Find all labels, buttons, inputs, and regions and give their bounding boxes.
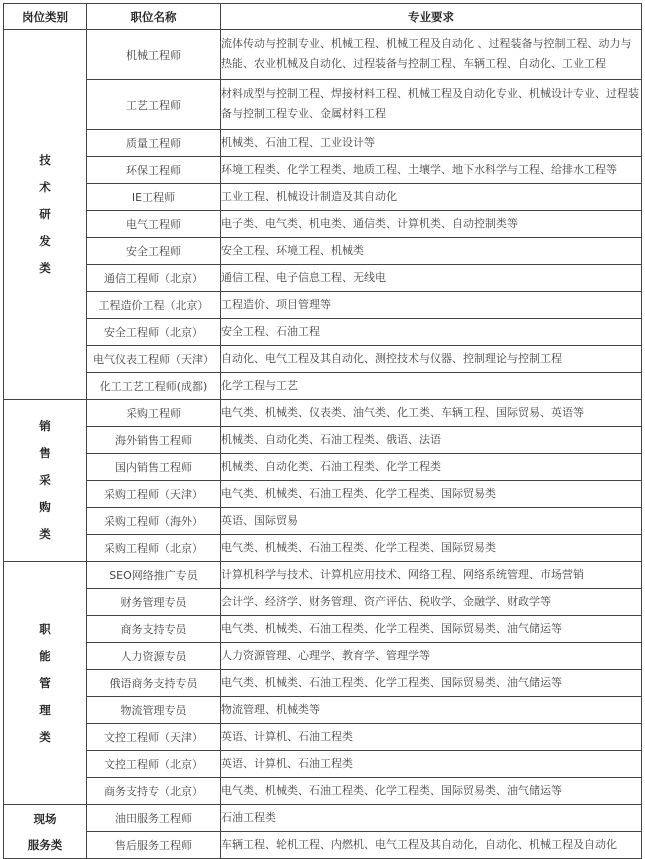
category-char: 技 — [39, 153, 51, 167]
table-row — [4, 184, 642, 211]
table-row — [4, 265, 642, 292]
requirement-text: 通信工程、电子信息工程、无线电 — [221, 265, 642, 292]
requirement-text: 会计学、经济学、财务管理、资产评估、税收学、金融学、财政学等 — [221, 589, 642, 616]
table-row — [4, 238, 642, 265]
category-char: 职 — [39, 621, 51, 636]
requirement-text: 环境工程类、化学工程类、地质工程、土壤学、地下水科学与工程、给排水工程等 — [221, 157, 642, 184]
requirement-text: 材料成型与控制工程、焊接材料工程、机械工程及自动化专业、机械设计专业、过程装备与控制工程专业、金属材料工程 — [221, 80, 642, 130]
category-char: 发 — [39, 234, 51, 248]
table-row — [4, 562, 642, 589]
requirement-text: 工程造价、项目管理等 — [221, 292, 642, 319]
requirement-text: 石油工程类 — [221, 805, 642, 832]
position-name: 文控工程师（北京） — [87, 751, 221, 778]
category-char: 类 — [39, 261, 51, 275]
table-row — [4, 481, 642, 508]
position-name: 售后服务工程师 — [87, 832, 221, 859]
table-row — [4, 535, 642, 562]
position-name: 电气工程师 — [87, 211, 221, 238]
position-name: 工艺工程师 — [87, 80, 221, 130]
table-row — [4, 292, 642, 319]
table-row — [4, 373, 642, 400]
table-row — [4, 454, 642, 481]
requirement-text: 电子类、电气类、机电类、通信类、计算机类、自动控制类等 — [221, 211, 642, 238]
requirement-text: 机械类、自动化类、石油工程类、化学工程类 — [221, 454, 642, 481]
position-name: 安全工程师（北京） — [87, 319, 221, 346]
table-row — [4, 805, 642, 832]
table-row — [4, 427, 642, 454]
header-position: 职位名称 — [87, 4, 221, 30]
requirement-text: 安全工程、环境工程、机械类 — [221, 238, 642, 265]
position-name: 采购工程师（天津） — [87, 481, 221, 508]
position-name: 人力资源专员 — [87, 643, 221, 670]
requirement-text: 电气类、机械类、石油工程类、化学工程类、国际贸易类、油气储运等 — [221, 778, 642, 805]
category-tech-rd — [4, 30, 87, 400]
table-row — [4, 80, 642, 130]
position-name: 采购工程师（海外） — [87, 508, 221, 535]
table-row — [4, 778, 642, 805]
table-row — [4, 697, 642, 724]
position-name: 环保工程师 — [87, 157, 221, 184]
category-char: 能 — [39, 648, 51, 663]
position-name: 国内销售工程师 — [87, 454, 221, 481]
table-row — [4, 751, 642, 778]
position-name: 物流管理专员 — [87, 697, 221, 724]
requirement-text: 英语、计算机、石油工程类 — [221, 724, 642, 751]
position-name: 采购工程师（北京） — [87, 535, 221, 562]
position-name: 采购工程师 — [87, 400, 221, 427]
requirement-text: 英语、计算机、石油工程类 — [221, 751, 642, 778]
table-row — [4, 508, 642, 535]
requirement-text: 自动化、电气工程及其自动化、测控技术与仪器、控制理论与控制工程 — [221, 346, 642, 373]
requirement-text: 流体传动与控制专业、机械工程、机械工程及自动化 、过程装备与控制工程、动力与热能、农业机械及自动化、过程装备与控制工程、车辆工程、自动化、工业工程 — [221, 30, 642, 80]
requirement-text: 电气类、机械类、石油工程类、化学工程类、国际贸易类、油气储运等 — [221, 616, 642, 643]
category-char: 购 — [39, 500, 51, 514]
header-requirement: 专业要求 — [221, 4, 642, 30]
category-char: 售 — [39, 446, 51, 460]
table-row — [4, 30, 642, 80]
category-char: 研 — [39, 207, 51, 221]
requirement-text: 电气类、机械类、石油工程类、化学工程类、国际贸易类、油气储运等 — [221, 670, 642, 697]
table-row — [4, 832, 642, 859]
table-row — [4, 157, 642, 184]
job-requirements-table — [3, 3, 642, 859]
position-name: 化工工艺工程师(成都) — [87, 373, 221, 400]
requirement-text: 车辆工程、轮机工程、内燃机、电气工程及其自动化，自动化、机械工程及自动化 — [221, 832, 642, 859]
position-name: 质量工程师 — [87, 130, 221, 157]
category-char: 理 — [39, 702, 51, 717]
requirement-text: 物流管理、机械类等 — [221, 697, 642, 724]
requirement-text: 电气类、机械类、石油工程类、化学工程类、国际贸易类 — [221, 535, 642, 562]
position-name: 机械工程师 — [87, 30, 221, 80]
requirement-text: 工业工程、机械设计制造及其自动化 — [221, 184, 642, 211]
category-char: 管 — [39, 675, 51, 690]
category-field-service — [4, 805, 87, 859]
table-row — [4, 670, 642, 697]
header-row — [4, 4, 642, 30]
table-row — [4, 346, 642, 373]
category-sales-procurement — [4, 400, 87, 562]
table-row — [4, 616, 642, 643]
position-name: 通信工程师（北京） — [87, 265, 221, 292]
table-row — [4, 589, 642, 616]
requirement-text: 电气类、机械类、仪表类、油气类、化工类、车辆工程、国际贸易、英语等 — [221, 400, 642, 427]
position-name: SEO网络推广专员 — [87, 562, 221, 589]
requirement-text: 安全工程、石油工程 — [221, 319, 642, 346]
requirement-text: 化学工程与工艺 — [221, 373, 642, 400]
table-row — [4, 643, 642, 670]
position-name: IE工程师 — [87, 184, 221, 211]
requirement-text: 人力资源管理、心理学、教育学、管理学等 — [221, 643, 642, 670]
header-category: 岗位类别 — [4, 4, 87, 30]
requirement-text: 计算机科学与技术、计算机应用技术、网络工程、网络系统管理、市场营销 — [221, 562, 642, 589]
table-row — [4, 319, 642, 346]
category-char: 类 — [39, 729, 51, 744]
requirement-text: 英语、国际贸易 — [221, 508, 642, 535]
position-name: 财务管理专员 — [87, 589, 221, 616]
position-name: 安全工程师 — [87, 238, 221, 265]
position-name: 文控工程师（天津） — [87, 724, 221, 751]
position-name: 海外销售工程师 — [87, 427, 221, 454]
position-name: 商务支持专（北京） — [87, 778, 221, 805]
category-char: 服务类 — [27, 837, 63, 852]
requirement-text: 机械类、自动化类、石油工程类、俄语、法语 — [221, 427, 642, 454]
category-char: 现场 — [33, 811, 57, 826]
category-functional-management — [4, 562, 87, 805]
requirement-text: 机械类、石油工程、工业设计等 — [221, 130, 642, 157]
requirement-text: 电气类、机械类、石油工程类、化学工程类、国际贸易类 — [221, 481, 642, 508]
table-row — [4, 130, 642, 157]
category-char: 类 — [39, 527, 51, 541]
category-char: 采 — [39, 473, 51, 487]
position-name: 俄语商务支持专员 — [87, 670, 221, 697]
table-row — [4, 211, 642, 238]
category-char: 销 — [39, 419, 51, 433]
position-name: 工程造价工程（北京） — [87, 292, 221, 319]
table-row — [4, 400, 642, 427]
table-row — [4, 724, 642, 751]
position-name: 商务支持专员 — [87, 616, 221, 643]
position-name: 电气仪表工程师（天津） — [87, 346, 221, 373]
category-char: 术 — [39, 180, 51, 194]
position-name: 油田服务工程师 — [87, 805, 221, 832]
